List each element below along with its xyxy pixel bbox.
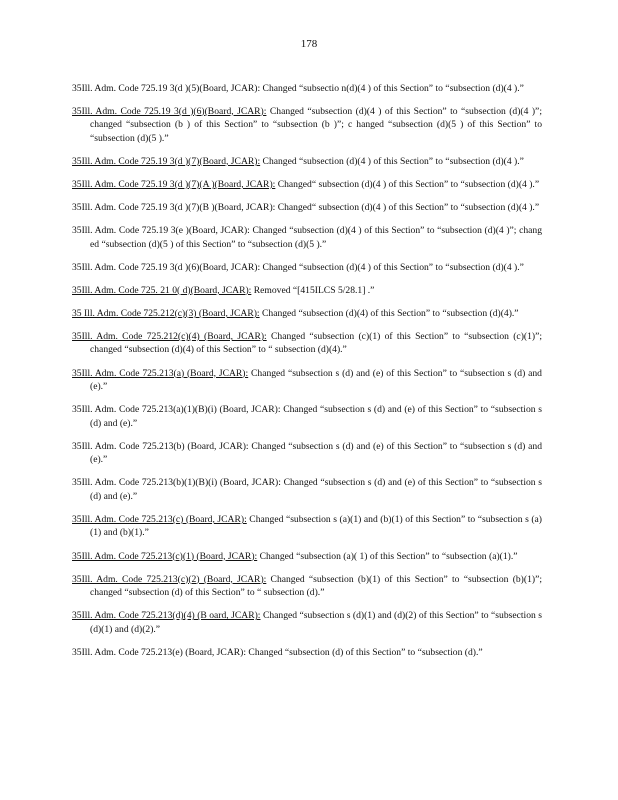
entry-text: Changed“ subsection (d)(4 ) of this Section” to “subsection (d)(4 ).”	[275, 178, 540, 190]
entry-text: Changed “subsection s (d)(1) and (d)(2) of this Section” to “subsection s (d)(1) and (d)(2).”	[90, 610, 542, 635]
entry-text: Changed “subsection s (d) and (e) of this Section” to “subsection s (d) and (e).”	[90, 367, 542, 393]
entry-text: Changed “subsectio n(d)(4 ) of this Section” to “subsection (d)(4 ).”	[260, 82, 524, 94]
entry-citation: 35Ill. Adm. Code 725.213(c)(2) (Board, JCAR):	[72, 573, 267, 585]
amendment-entry	[72, 476, 542, 503]
entry-text: Removed “[415ILCS 5/28.1] .”	[251, 284, 375, 296]
entry-text: Changed “subsection s (a)(1) and (b)(1) of this Section” to “subsection s (a)(1) and (b)(1).”	[90, 513, 542, 539]
entry-citation: 35Ill. Adm. Code 725.213(b) (Board, JCAR):	[72, 440, 249, 452]
entry-citation: 35Ill. Adm. Code 725.213(b)(1)(B)(i) (Board, JCAR):	[72, 477, 281, 489]
amendment-entry	[72, 367, 542, 394]
entry-citation: 35Ill. Adm. Code 725.19 3(d )(7)(Board, JCAR):	[72, 155, 261, 167]
amendment-entry	[72, 105, 542, 146]
amendment-entry	[72, 155, 542, 169]
entry-text: Changed “subsection (d)(4 ) of this Section” to “subsection (d)(4 ).”	[260, 261, 524, 273]
entry-text: Changed “subsection (d)(4) of this Section” to “subsection (d)(4).”	[259, 307, 519, 319]
amendment-entry	[72, 440, 542, 467]
amendment-entry	[72, 550, 542, 564]
entry-citation: 35Ill. Adm. Code 725.19 3(d )(7)(A )(Board, JCAR):	[72, 178, 276, 190]
entry-text: Changed “subsection (d) of this Section” to “subsection (d).”	[246, 646, 483, 658]
entry-text: Changed “subsection (d)(4 ) of this Section” to “subsection (d)(4 )”; chang ed “subsection (d)(5 ) of this Section” to “subsection (d)(5 ).”	[90, 225, 542, 250]
amendment-entry	[72, 284, 542, 298]
entry-citation: 35 Ill. Adm. Code 725.212(c)(3) (Board, JCAR):	[72, 307, 260, 319]
amendment-entry	[72, 609, 542, 636]
entry-text: Changed “subsection s (d) and (e) of this Section” to “subsection s (d) and (e).”	[90, 404, 542, 429]
entry-citation: 35Ill. Adm. Code 725.213(c)(1) (Board, JCAR):	[72, 550, 258, 562]
amendment-entry	[72, 178, 542, 192]
entry-text: Changed “subsection s (d) and (e) of this Section” to “subsection s (d) and (e).”	[90, 440, 542, 466]
amendment-entry	[72, 307, 542, 321]
amendment-list	[72, 72, 542, 666]
amendment-entry	[72, 646, 542, 660]
amendment-entry	[72, 201, 542, 215]
entry-text: Changed “subsection (d)(4 ) of this Section” to “subsection (d)(4 ).”	[260, 155, 524, 167]
entry-citation: 35Ill. Adm. Code 725.19 3(e )(Board, JCAR):	[72, 225, 250, 237]
page-number: 178	[300, 38, 318, 50]
entry-text: Changed “subsection (c)(1) of this Section” to “subsection (c)(1)”; changed “subsection (d)(4) of this Section” to “ subsection (d)(4).”	[90, 330, 542, 356]
entry-text: Changed “subsection (d)(4 ) of this Section” to “subsection (d)(4 )”; changed “subsection (b ) of this Section” to “subsection (b )”; c hanged “subsection (d)(5 ) of this Section” to “subsection (d)(5 ).”	[90, 105, 542, 144]
entry-citation: 35Ill. Adm. Code 725.213(a) (Board, JCAR):	[72, 367, 249, 379]
entry-citation: 35Ill. Adm. Code 725.213(c) (Board, JCAR):	[72, 513, 247, 525]
amendment-entry	[72, 573, 542, 600]
entry-citation: 35Ill. Adm. Code 725. 21 0( d)(Board, JCAR):	[72, 284, 252, 296]
amendment-entry	[72, 82, 542, 96]
entry-text: Changed“ subsection (d)(4 ) of this Section” to “subsection (d)(4 ).”	[275, 201, 540, 213]
entry-citation: 35Ill. Adm. Code 725.19 3(d )(7)(B )(Board, JCAR):	[72, 201, 276, 213]
entry-text: Changed “subsection (b)(1) of this Section” to “subsection (b)(1)”; changed “subsection (d) of this Section” to “ subsection (d).”	[90, 573, 542, 599]
entry-text: Changed “subsection s (d) and (e) of this Section” to “subsection s (d) and (e).”	[90, 477, 542, 502]
entry-citation: 35Ill. Adm. Code 725.19 3(d )(6)(Board, JCAR):	[72, 261, 261, 273]
entry-citation: 35Ill. Adm. Code 725.213(a)(1)(B)(i) (Board, JCAR):	[72, 404, 281, 416]
entry-text: Changed “subsection (a)( 1) of this Section” to “subsection (a)(1).”	[257, 550, 518, 562]
amendment-entry	[72, 261, 542, 275]
entry-citation: 35Ill. Adm. Code 725.19 3(d )(6)(Board, JCAR):	[72, 105, 267, 117]
entry-citation: 35Ill. Adm. Code 725.213(e) (Board, JCAR):	[72, 646, 247, 658]
entry-citation: 35Ill. Adm. Code 725.213(d)(4) (B oard, JCAR):	[72, 610, 261, 622]
entry-citation: 35Ill. Adm. Code 725.212(c)(4) (Board, JCAR):	[72, 330, 267, 342]
amendment-entry	[72, 224, 542, 251]
amendment-entry	[72, 330, 542, 357]
entry-citation: 35Ill. Adm. Code 725.19 3(d )(5)(Board, JCAR):	[72, 82, 261, 94]
amendment-entry	[72, 403, 542, 430]
amendment-entry	[72, 513, 542, 540]
